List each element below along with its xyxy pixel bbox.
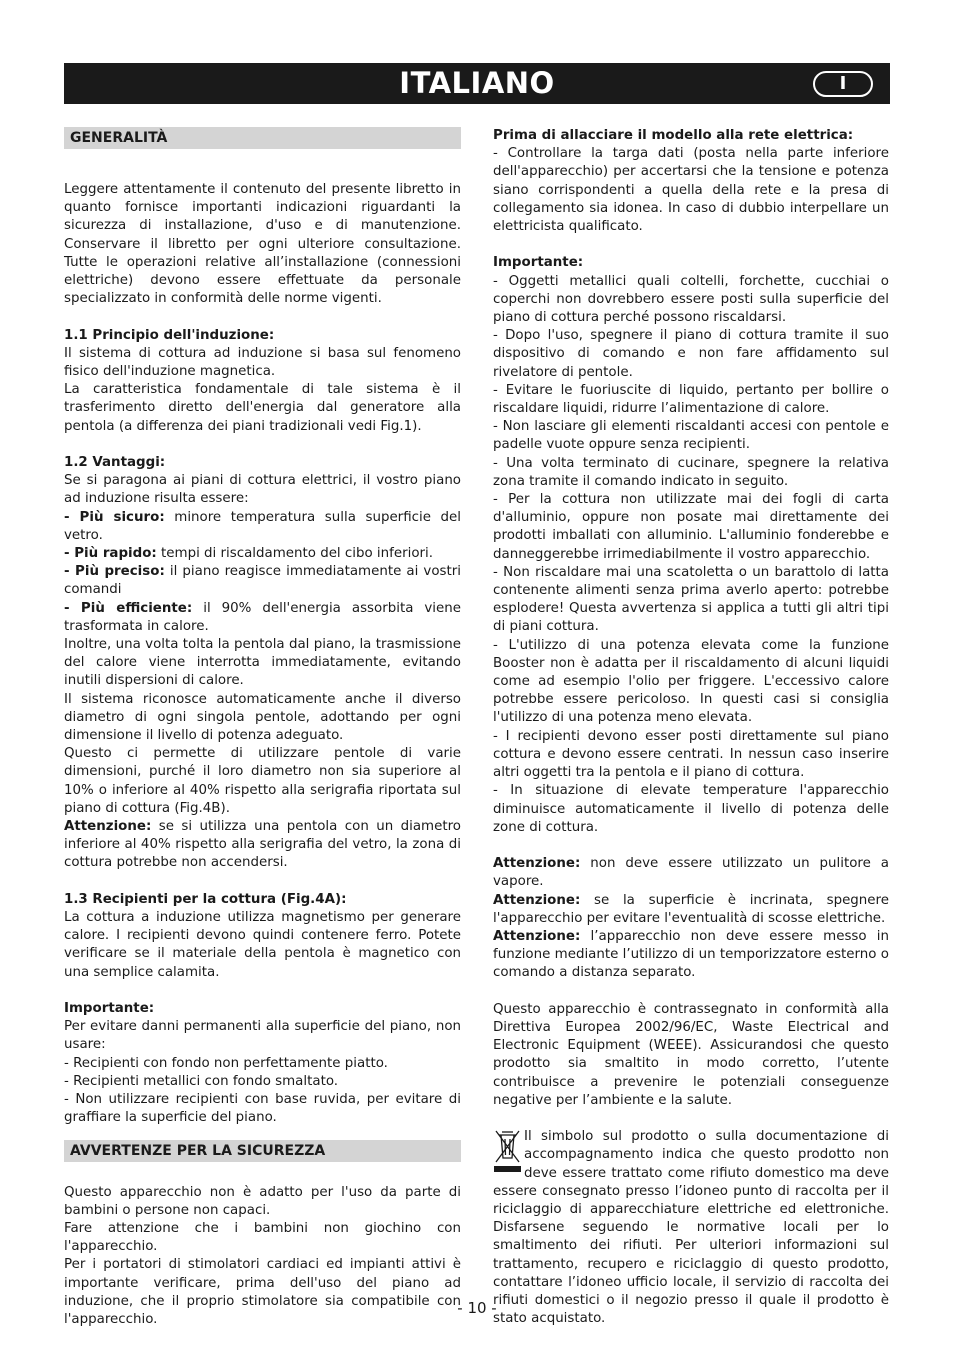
list-item: - Per la cottura non utilizzate mai dei fogli di carta d'alluminio, oppure non posate mai direttamente dei prodotti imballati con alluminio. L'alluminio fonderebbe e danneggerebbe irrimediabilmente il vostro apparecchio. bbox=[493, 492, 889, 562]
weee-paragraph: Il simbolo sul prodotto o sulla documentazione di accompagnamento indica che questo prodotto non deve essere trattato come rifiuto domestico ma deve essere consegnato presso l’idoneo punto di raccolta per il riciclaggio di apparecchiature elettriche ed elettroniche. Disfarsene seguendo le normative locali per lo smaltimento dei rifiuti. Per ulteriori informazioni sul trattamento, recupero e riciclaggio di questo prodotto, contattare l’idoneo ufficio locale, il servizio di raccolta dei rifiuti domestici o il negozio presso il quale il prodotto è stato acquistato. bbox=[493, 1129, 889, 1327]
list-item: - Non utilizzare recipienti con base ruvida, per evitare di graffiare la superficie del piano. bbox=[64, 1092, 461, 1126]
paragraph: Il sistema riconosce automaticamente anche il diverso diametro di ogni singola pentole, adottando per ogni dimensione il livello di potenza adeguato. bbox=[64, 691, 461, 744]
list-item: - Recipienti metallici con fondo smaltato. bbox=[64, 1073, 339, 1089]
weee-paragraph: Questo apparecchio è contrassegnato in conformità alla Direttiva Europea 2002/96/EC, Waste Electrical and Electronic Equipment (WEEE). Assicurandosi che questo prodotto sia smaltito in modo corretto, l’utente contribuisce a prevenire le potenziali conseguenze negative per l’ambiente e la salute. bbox=[493, 1001, 889, 1108]
page-title: ITALIANO bbox=[399, 66, 555, 100]
advantage-text: il piano reagisce immediatamente ai vostri comandi bbox=[64, 564, 461, 598]
warning-text: se la superficie è incrinata, spegnere l'apparecchio per evitare l'eventualità di scosse elettriche. bbox=[493, 892, 889, 926]
advantage-item bbox=[64, 545, 461, 563]
right-column bbox=[493, 127, 889, 1328]
paragraph: - Controllare la targa dati (posta nella parte inferiore dell'apparecchio) per accertarsi che la tensione e potenza siano corrispondenti a quella della rete e la presa di collegamento sia idonea. In caso di dubbio interpellare un elettricista qualificato. bbox=[493, 146, 889, 235]
warning-text: l’apparecchio non deve essere messo in funzione mediante l’utilizzo di un temporizzatore esterno o comando a distanza separato. bbox=[493, 928, 889, 981]
warning-paragraph bbox=[493, 928, 889, 983]
advantage-label: - Più sicuro: bbox=[64, 509, 165, 525]
warning-paragraph bbox=[493, 855, 889, 891]
paragraph: Per i portatori di stimolatori cardiaci ed impianti attivi è importante verificare, prima dell'uso del piano ad induzione, che il proprio stimolatore sia compatibile con l'apparecchio. bbox=[64, 1257, 461, 1327]
connection-title: Prima di allacciare il modello alla rete elettrica: bbox=[493, 128, 854, 143]
advantage-item bbox=[64, 563, 461, 599]
warning-paragraph bbox=[64, 818, 461, 873]
advantage-label: - Più efficiente: bbox=[64, 600, 193, 616]
paragraph: Fare attenzione che i bambini non giochino con l'apparecchio. bbox=[64, 1220, 461, 1255]
paragraph: La cottura a induzione utilizza magnetismo per generare calore. I recipienti devono quindi contenere ferro. Potete verificare se il materiale della pentola è magnetico con una semplice calamita. bbox=[64, 910, 461, 980]
list-item: - Dopo l'uso, spegnere il piano di cottura tramite il suo dispositivo di comando e non fare affidamento sul rivelatore di pentole. bbox=[493, 328, 889, 380]
page-number: - 10 - bbox=[457, 1299, 497, 1317]
subsection-title-1-3: 1.3 Recipienti per la cottura (Fig.4A): bbox=[64, 891, 347, 907]
advantage-text: minore temperatura sulla superficie del vetro. bbox=[64, 509, 461, 543]
paragraph: Inoltre, una volta tolta la pentola dal piano, la trasmissione del calore viene interrotta immediatamente, evitando inutili dispersioni di calore. bbox=[64, 637, 461, 689]
subsection-title-1-1: 1.1 Principio dell'induzione: bbox=[64, 327, 275, 343]
advantage-item bbox=[64, 509, 461, 545]
list-item: - Non lasciare gli elementi riscaldanti accesi con pentole e padelle vuote oppure senza recipienti. bbox=[493, 419, 889, 453]
language-badge: I bbox=[813, 71, 873, 97]
warning-label: Attenzione: bbox=[493, 892, 581, 908]
warning-label: Attenzione: bbox=[64, 819, 152, 835]
important-title: Importante: bbox=[493, 255, 584, 271]
advantage-item bbox=[64, 600, 461, 636]
paragraph: Questo apparecchio non è adatto per l'uso da parte di bambini o persone non capaci. bbox=[64, 1184, 461, 1218]
list-item: - I recipienti devono esser posti direttamente sul piano cottura e devono essere centrati. In nessun caso inserire altri oggetti tra la pentola e il piano di cottura. bbox=[493, 728, 889, 781]
paragraph: La caratteristica fondamentale di tale sistema è il trasferimento diretto dell'energia dal generatore alla pentola (a differenza dei piani tradizionali vedi Fig.1). bbox=[64, 382, 461, 434]
section-heading-generalita: GENERALITÀ bbox=[64, 127, 461, 149]
advantage-text: tempi di riscaldamento del cibo inferiori. bbox=[156, 546, 433, 562]
paragraph: Questo ci permette di utilizzare pentole di varie dimensioni, purché il loro diametro non sia superiore al 10% o inferiore al 40% rispetto alla serigrafia riportata sul piano di cottura (Fig.4B). bbox=[64, 746, 461, 816]
intro-paragraph: Leggere attentamente il contenuto del presente libretto in quanto fornisce importanti indicazioni riguardanti la sicurezza di installazione, d'uso e di manutenzione. Conservare il libretto per ogni ulteriore consultazione. Tutte le operazioni relative all’installazione (connessioni elettriche) devono essere effettuate da personale specializzato in conformità delle norme vigenti. bbox=[64, 182, 461, 307]
language-banner bbox=[64, 63, 890, 104]
warning-label: Attenzione: bbox=[493, 856, 581, 872]
left-column bbox=[64, 127, 461, 1329]
warning-text: se si utilizza una pentola con un diametro inferiore al 40% rispetto alla serigrafia del vetro, la zona di cottura potrebbe non accendersi. bbox=[64, 819, 461, 871]
warning-label: Attenzione: bbox=[493, 928, 581, 944]
paragraph: Il sistema di cottura ad induzione si basa sul fenomeno fisico dell'induzione magnetica. bbox=[64, 345, 461, 380]
advantage-label: - Più rapido: bbox=[64, 546, 157, 562]
warning-text: non deve essere utilizzato un pulitore a vapore. bbox=[493, 856, 889, 890]
list-item: - Recipienti con fondo non perfettamente piatto. bbox=[64, 1055, 388, 1071]
warning-paragraph bbox=[493, 892, 889, 928]
section-heading-sicurezza: AVVERTENZE PER LA SICUREZZA bbox=[64, 1140, 461, 1162]
important-title: Importante: bbox=[64, 1001, 155, 1017]
list-item: - Evitare le fuoriuscite di liquido, pertanto per bollire o riscaldare liquidi, ridurre l’alimentazione di calore. bbox=[493, 382, 889, 417]
paragraph: Per evitare danni permanenti alla superficie del piano, non usare: bbox=[64, 1019, 461, 1053]
advantage-text: il 90% dell'energia assorbita viene trasformata in calore. bbox=[64, 600, 461, 634]
list-item: - L'utilizzo di una potenza elevata come la funzione Booster non è adatta per il riscaldamento di alcuni liquidi come ad esempio l'olio per friggere. L'eccessivo calore potrebbe essere pericoloso. In questi casi si consiglia l'utilizzo di una potenza meno elevata. bbox=[493, 637, 889, 726]
list-item: - In situazione di elevate temperature l'apparecchio diminuisce automaticamente il livello di potenza delle zone di cottura. bbox=[493, 783, 889, 835]
list-item: - Non riscaldare mai una scatoletta o un barattolo di latta contenente alimenti senza prima averlo aperto: potrebbe esplodere! Questa avvertenza si applica a tutti gli altri tipi di piani cottura. bbox=[493, 564, 889, 635]
paragraph: Se si paragona ai piani di cottura elettrici, il vostro piano ad induzione risulta essere: bbox=[64, 473, 461, 507]
crossed-bin-icon bbox=[493, 1128, 522, 1180]
advantage-label: - Più preciso: bbox=[64, 564, 165, 580]
subsection-title-1-2: 1.2 Vantaggi: bbox=[64, 455, 166, 471]
list-item: - Oggetti metallici quali coltelli, forchette, cucchiai o coperchi non dovrebbero essere posti sulla superficie del piano di cottura perché possono riscaldarsi. bbox=[493, 273, 889, 326]
list-item: - Una volta terminato di cucinare, spegnere la relativa zona tramite il comando indicato in seguito. bbox=[493, 455, 889, 489]
